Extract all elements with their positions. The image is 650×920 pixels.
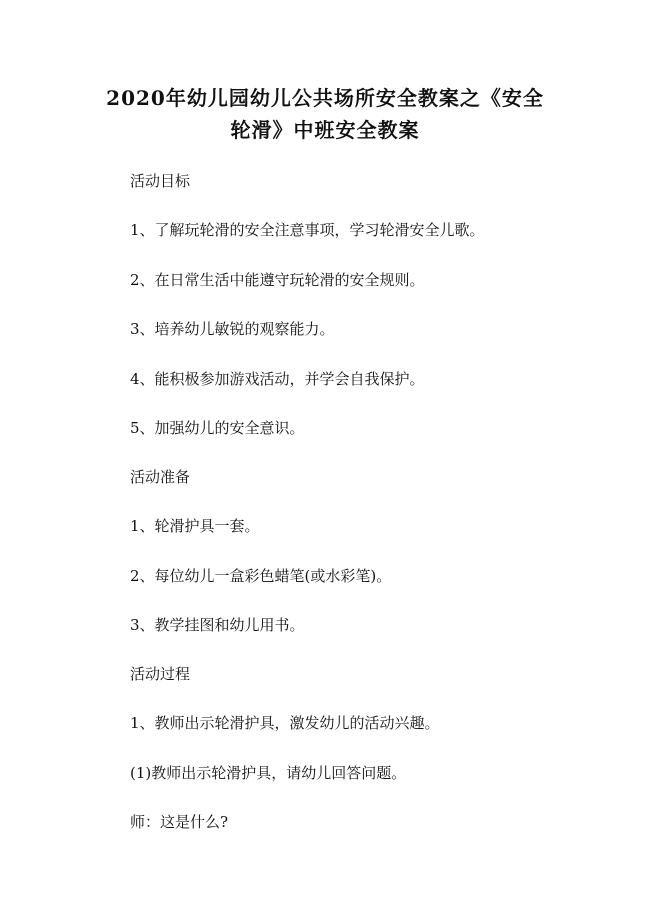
title-line-2: 轮滑》中班安全教案: [230, 118, 420, 142]
goal-item-4: 4、能积极参加游戏活动，并学会自我保护。: [130, 370, 425, 388]
section-heading-preparation: 活动准备: [130, 468, 191, 486]
section-heading-goals: 活动目标: [130, 172, 191, 190]
goal-item-3: 3、培养幼儿敏锐的观察能力。: [130, 320, 335, 338]
process-substep-1: (1)教师出示轮滑护具，请幼儿回答问题。: [130, 764, 407, 782]
goal-item-1: 1、了解玩轮滑的安全注意事项，学习轮滑安全儿歌。: [130, 221, 485, 239]
teacher-dialogue-line: 师：这是什么?: [130, 813, 229, 831]
process-step-1: 1、教师出示轮滑护具，激发幼儿的活动兴趣。: [130, 714, 440, 732]
preparation-item-1: 1、轮滑护具一套。: [130, 517, 260, 535]
preparation-item-3: 3、教学挂图和幼儿用书。: [130, 616, 305, 634]
goal-item-2: 2、在日常生活中能遵守玩轮滑的安全规则。: [130, 271, 425, 289]
title-line-1: 2020年幼儿园幼儿公共场所安全教案之《安全: [106, 86, 544, 110]
goal-item-5: 5、加强幼儿的安全意识。: [130, 419, 305, 437]
document-title: [60, 82, 590, 146]
section-heading-process: 活动过程: [130, 665, 191, 683]
preparation-item-2: 2、每位幼儿一盒彩色蜡笔(或水彩笔)。: [130, 567, 392, 585]
